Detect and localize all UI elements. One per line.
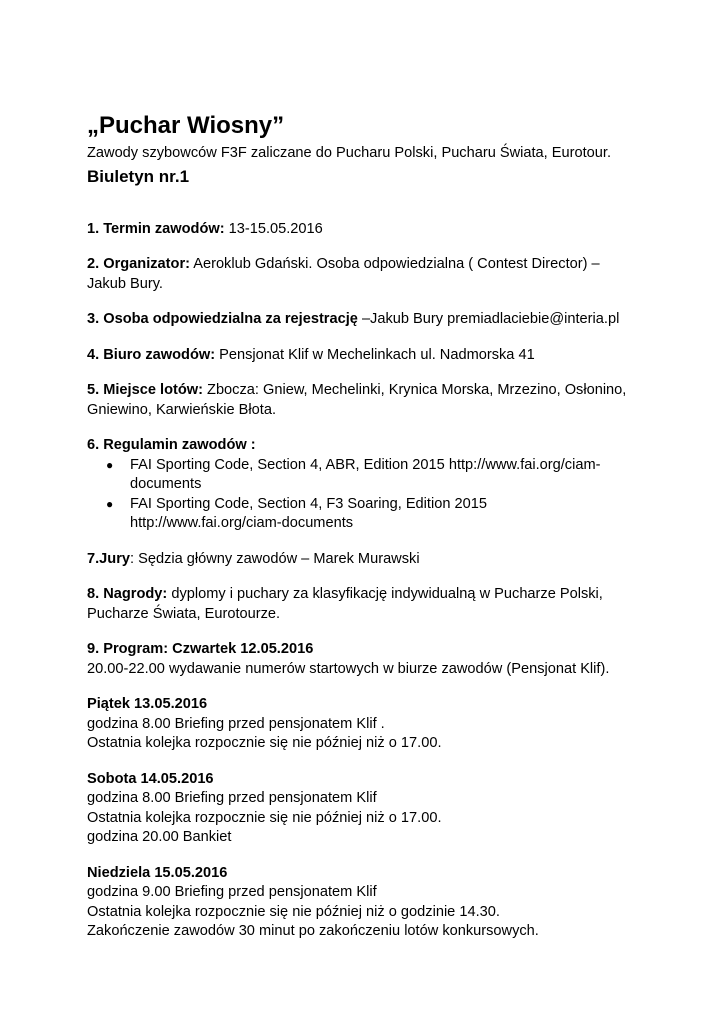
nagrody-value-line2: Pucharze Świata, Eurotourze. <box>87 605 281 622</box>
section-piatek <box>87 695 627 754</box>
sobota-line2: Ostatnia kolejka rozpocznie się nie później niż o 17.00. <box>87 809 442 826</box>
miejsce-value-line2: Gniewino, Karwieńskie Błota. <box>87 401 276 418</box>
section-sobota <box>87 770 627 848</box>
section-niedziela <box>87 864 627 942</box>
piatek-line1: godzina 8.00 Briefing przed pensjonatem Klif . <box>87 715 385 732</box>
sobota-line3: godzina 20.00 Bankiet <box>87 829 232 845</box>
section-rejestracja <box>87 310 627 330</box>
biuro-label: 4. Biuro zawodów: <box>87 346 216 363</box>
rule-2-line1: FAI Sporting Code, Section 4, F3 Soaring, Edition 2015 <box>130 495 487 512</box>
nagrody-value-line1: dyplomy i puchary za klasyfikację indywidualną w Pucharze Polski, <box>167 586 603 602</box>
bulletin-number: Biuletyn nr.1 <box>87 166 190 186</box>
niedziela-label: Niedziela 15.05.2016 <box>87 864 228 881</box>
section-organizator <box>87 255 627 294</box>
rule-1-line1: FAI Sporting Code, Section 4, ABR, Edition 2015 http://www.fai.org/ciam- <box>130 456 601 473</box>
section-jury <box>87 550 627 570</box>
miejsce-value-line1: Zbocza: Gniew, Mechelinki, Krynica Morska, Mrzezino, Osłonino, <box>202 382 627 398</box>
list-item <box>87 456 627 495</box>
section-program <box>87 640 627 679</box>
rule-1-line2: documents <box>130 476 202 492</box>
termin-value: 13-15.05.2016 <box>224 220 323 237</box>
jury-label: 7.Jury <box>87 550 130 567</box>
list-item <box>87 495 627 534</box>
section-biuro <box>87 346 627 366</box>
sobota-label: Sobota 14.05.2016 <box>87 770 214 787</box>
niedziela-line1: godzina 9.00 Briefing przed pensjonatem Klif <box>87 884 377 900</box>
document-page <box>87 112 627 942</box>
program-line1: 20.00-22.00 wydawanie numerów startowych w biurze zawodów (Pensjonat Klif). <box>87 660 610 677</box>
bullet-icon: ● <box>106 496 114 511</box>
organizator-label: 2. Organizator: <box>87 256 190 272</box>
organizator-value-line1: Aeroklub Gdański. Osoba odpowiedzialna ( Contest Director) – <box>189 256 600 272</box>
program-label: 9. Program: Czwartek 12.05.2016 <box>87 641 314 657</box>
niedziela-line2: Ostatnia kolejka rozpocznie się nie później niż o godzinie 14.30. <box>87 903 500 920</box>
section-nagrody <box>87 585 627 624</box>
section-regulamin <box>87 436 627 534</box>
piatek-line2: Ostatnia kolejka rozpocznie się nie później niż o 17.00. <box>87 735 442 751</box>
nagrody-label: 8. Nagrody: <box>87 586 168 602</box>
page-title: „Puchar Wiosny” <box>87 112 285 139</box>
biuro-value: Pensjonat Klif w Mechelinkach ul. Nadmorska 41 <box>215 346 535 363</box>
section-miejsce <box>87 381 627 420</box>
organizator-value-line2: Jakub Bury. <box>87 275 163 292</box>
jury-value: : Sędzia główny zawodów – Marek Murawski <box>130 550 420 567</box>
rejestracja-value: –Jakub Bury premiadlaciebie@interia.pl <box>357 311 620 327</box>
bullet-icon: ● <box>106 457 114 472</box>
rule-2-line2: http://www.fai.org/ciam-documents <box>130 515 354 531</box>
sobota-line1: godzina 8.00 Briefing przed pensjonatem Klif <box>87 790 377 806</box>
rejestracja-label: 3. Osoba odpowiedzialna za rejestrację <box>87 311 358 327</box>
termin-label: 1. Termin zawodów: <box>87 220 225 237</box>
miejsce-label: 5. Miejsce lotów: <box>87 382 203 398</box>
regulamin-label: 6. Regulamin zawodów : <box>87 437 256 453</box>
subtitle: Zawody szybowców F3F zaliczane do Pucharu Polski, Pucharu Świata, Eurotour. <box>87 145 611 161</box>
section-termin <box>87 220 627 240</box>
regulamin-list <box>87 456 627 534</box>
niedziela-line3: Zakończenie zawodów 30 minut po zakończeniu lotów konkursowych. <box>87 923 539 939</box>
piatek-label: Piątek 13.05.2016 <box>87 696 208 712</box>
